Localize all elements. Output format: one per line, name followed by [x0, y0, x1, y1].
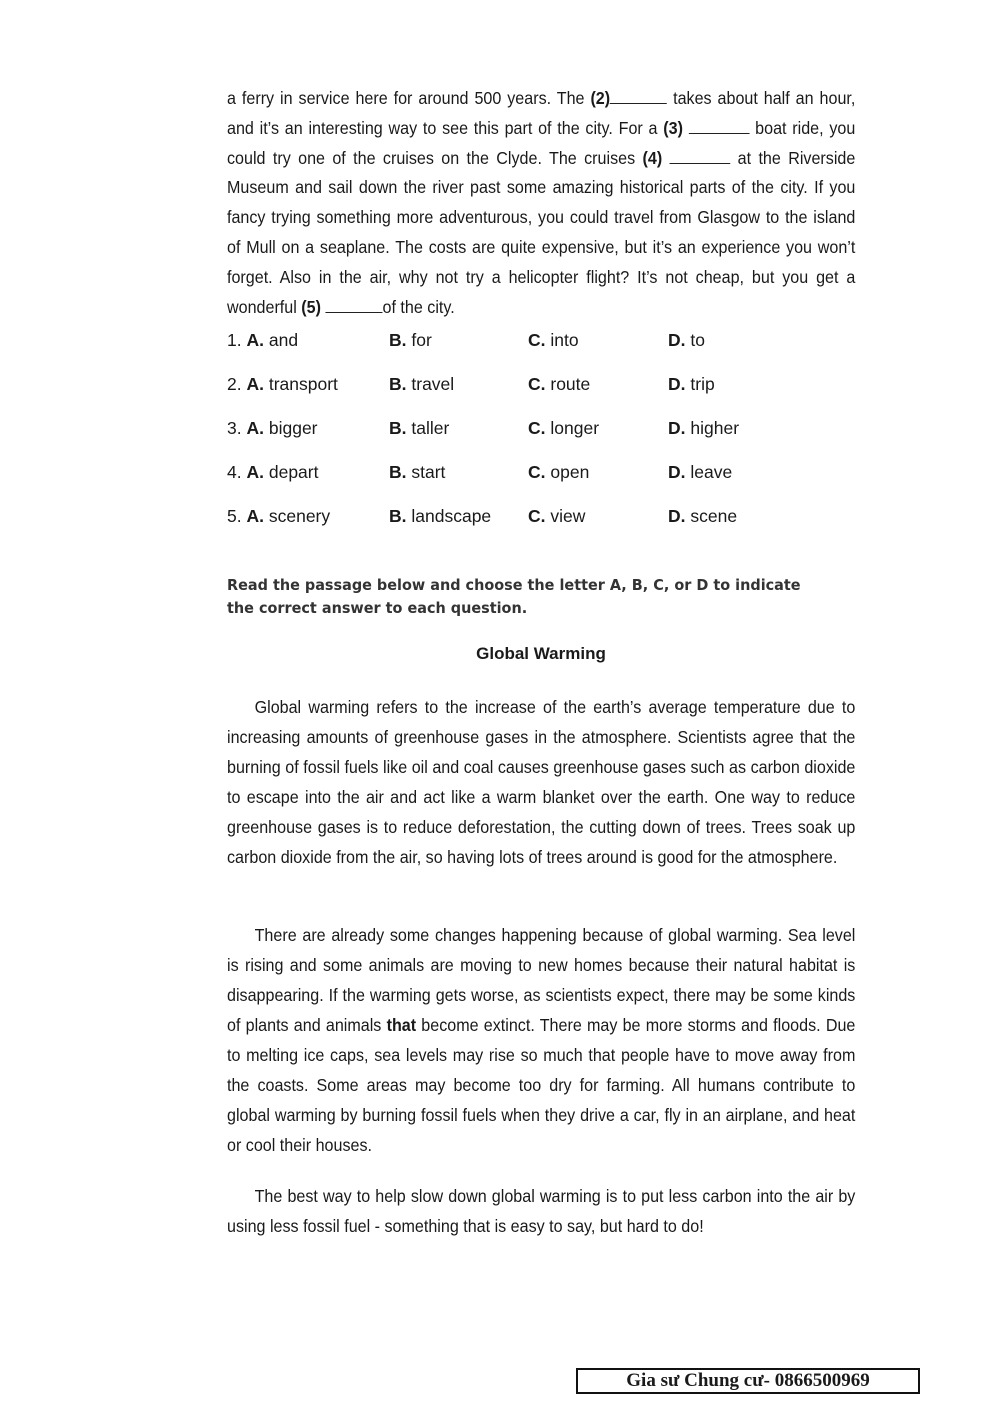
option-text: start	[411, 462, 446, 482]
option-letter: B.	[389, 330, 407, 350]
option-letter: B.	[389, 462, 407, 482]
blank-3	[689, 119, 750, 134]
option-c[interactable]	[528, 374, 590, 395]
instruction-text: Read the passage below and choose the letter A, B, C, or D to indicate the correct answer to each question.	[227, 576, 801, 617]
option-letter: A.	[246, 506, 264, 526]
option-text: bigger	[268, 418, 318, 438]
paragraph-3: The best way to help slow down global warming is to put less carbon into the air by using less fossil fuel - something that is easy to say, but hard to do!	[227, 1186, 856, 1236]
option-text: depart	[268, 462, 319, 482]
option-text: travel	[411, 374, 455, 394]
blank-5	[325, 298, 382, 313]
option-b[interactable]	[389, 330, 432, 351]
blank-label-5: (5)	[301, 296, 321, 317]
option-text: into	[550, 330, 579, 350]
option-letter: D.	[668, 462, 686, 482]
paragraph-1: Global warming refers to the increase of the earth’s average temperature due to increasing amounts of greenhouse gases in the atmosphere. Scientists agree that the burning of fossil fuels like oil and coal causes greenhouse gases such as carbon dioxide to escape into the air and act like a warm blanket over the earth. One way to reduce greenhouse gases is to reduce deforestation, the cutting down of trees. Trees soak up carbon dioxide from the air, so having lots of trees around is good for the atmosphere.	[227, 697, 856, 867]
option-letter: A.	[246, 462, 264, 482]
passage-text: of the city.	[382, 296, 455, 317]
question-number: 1.	[227, 330, 242, 350]
question-number: 3.	[227, 418, 242, 438]
option-c[interactable]	[528, 506, 585, 527]
option-text: to	[690, 330, 705, 350]
question-row	[227, 506, 867, 550]
question-row	[227, 330, 867, 374]
blank-4	[670, 149, 731, 164]
option-text: landscape	[411, 506, 492, 526]
highlighted-word: that	[386, 1015, 417, 1035]
option-text: scenery	[268, 506, 331, 526]
question-number: 2.	[227, 374, 242, 394]
option-b[interactable]	[389, 418, 449, 439]
option-letter: B.	[389, 374, 407, 394]
option-text: for	[411, 330, 432, 350]
option-d[interactable]	[668, 506, 737, 527]
option-text: taller	[411, 418, 450, 438]
blank-label-2: (2)	[590, 88, 611, 108]
paragraph-2	[227, 920, 855, 1160]
option-text: view	[550, 506, 586, 526]
blank-label-4: (4)	[642, 147, 663, 168]
option-b[interactable]	[389, 374, 454, 395]
paragraph-text: become extinct. There may be more storms and floods. Due to melting ice caps, sea levels may rise so much that people have to move away from the coasts. Some areas may become too dry for farming. All humans contribute to global warming by burning fossil fuels when they drive a car, fly in an airplane, and heat or cool their houses.	[227, 1015, 856, 1155]
option-c[interactable]	[528, 330, 579, 351]
answer-options	[227, 330, 867, 550]
question-number: 4.	[227, 462, 242, 482]
option-d[interactable]	[668, 374, 715, 395]
option-letter: A.	[246, 374, 264, 394]
option-a[interactable]	[227, 462, 318, 483]
question-row	[227, 374, 867, 418]
option-text: longer	[550, 418, 600, 438]
question-row	[227, 462, 867, 506]
passage-continued	[227, 84, 855, 322]
option-letter: C.	[528, 418, 546, 438]
option-letter: B.	[389, 506, 407, 526]
option-text: scene	[690, 506, 738, 526]
option-letter: C.	[528, 462, 546, 482]
option-d[interactable]	[668, 330, 705, 351]
option-text: and	[268, 330, 299, 350]
question-number: 5.	[227, 506, 242, 526]
option-text: leave	[690, 462, 733, 482]
option-letter: A.	[246, 418, 264, 438]
option-text: higher	[690, 418, 740, 438]
option-b[interactable]	[389, 506, 491, 527]
option-letter: D.	[668, 418, 686, 438]
paragraph-text: There are already some changes happening because of global warming. Sea level is rising and some animals are moving to new homes because their natural habitat is disappearing. If the warming gets worse, as scientists expect, there may be some kinds of plants and animals	[227, 925, 856, 1035]
option-letter: D.	[668, 330, 686, 350]
passage-text: at the Riverside Museum and sail down the river past some amazing historical parts of the city. If you fancy trying something more adventurous, you could travel from Glasgow to the island of Mull on a seaplane. The costs are quite expensive, but it’s an experience you won’t forget. Also in the air, why not try a helicopter flight? It’s not cheap, but you get a wonderful	[227, 147, 856, 317]
option-letter: A.	[246, 330, 264, 350]
option-letter: C.	[528, 374, 546, 394]
option-a[interactable]	[227, 330, 298, 351]
footer-contact-box: Gia sư Chung cư- 0866500969	[576, 1368, 920, 1394]
option-a[interactable]	[227, 506, 330, 527]
option-c[interactable]	[528, 462, 589, 483]
option-text: route	[550, 374, 591, 394]
option-letter: B.	[389, 418, 407, 438]
option-c[interactable]	[528, 418, 599, 439]
passage-title: Global Warming	[476, 644, 606, 663]
option-text: open	[550, 462, 590, 482]
passage-text: boat ride, you could try one of the cruises on the Clyde. The cruises	[227, 117, 856, 168]
option-a[interactable]	[227, 418, 318, 439]
option-d[interactable]	[668, 462, 732, 483]
passage-text: a ferry in service here for around 500 years. The	[227, 88, 585, 108]
passage-text: takes about half an hour, and it’s an interesting way to see this part of the city. For a	[227, 88, 856, 138]
option-text: transport	[268, 374, 338, 394]
option-b[interactable]	[389, 462, 445, 483]
option-text: trip	[690, 374, 715, 394]
question-row	[227, 418, 867, 462]
option-letter: C.	[528, 330, 546, 350]
blank-2	[610, 89, 667, 104]
option-a[interactable]	[227, 374, 338, 395]
blank-label-3: (3)	[663, 117, 683, 138]
option-letter: C.	[528, 506, 546, 526]
option-d[interactable]	[668, 418, 739, 439]
option-letter: D.	[668, 374, 686, 394]
option-letter: D.	[668, 506, 686, 526]
